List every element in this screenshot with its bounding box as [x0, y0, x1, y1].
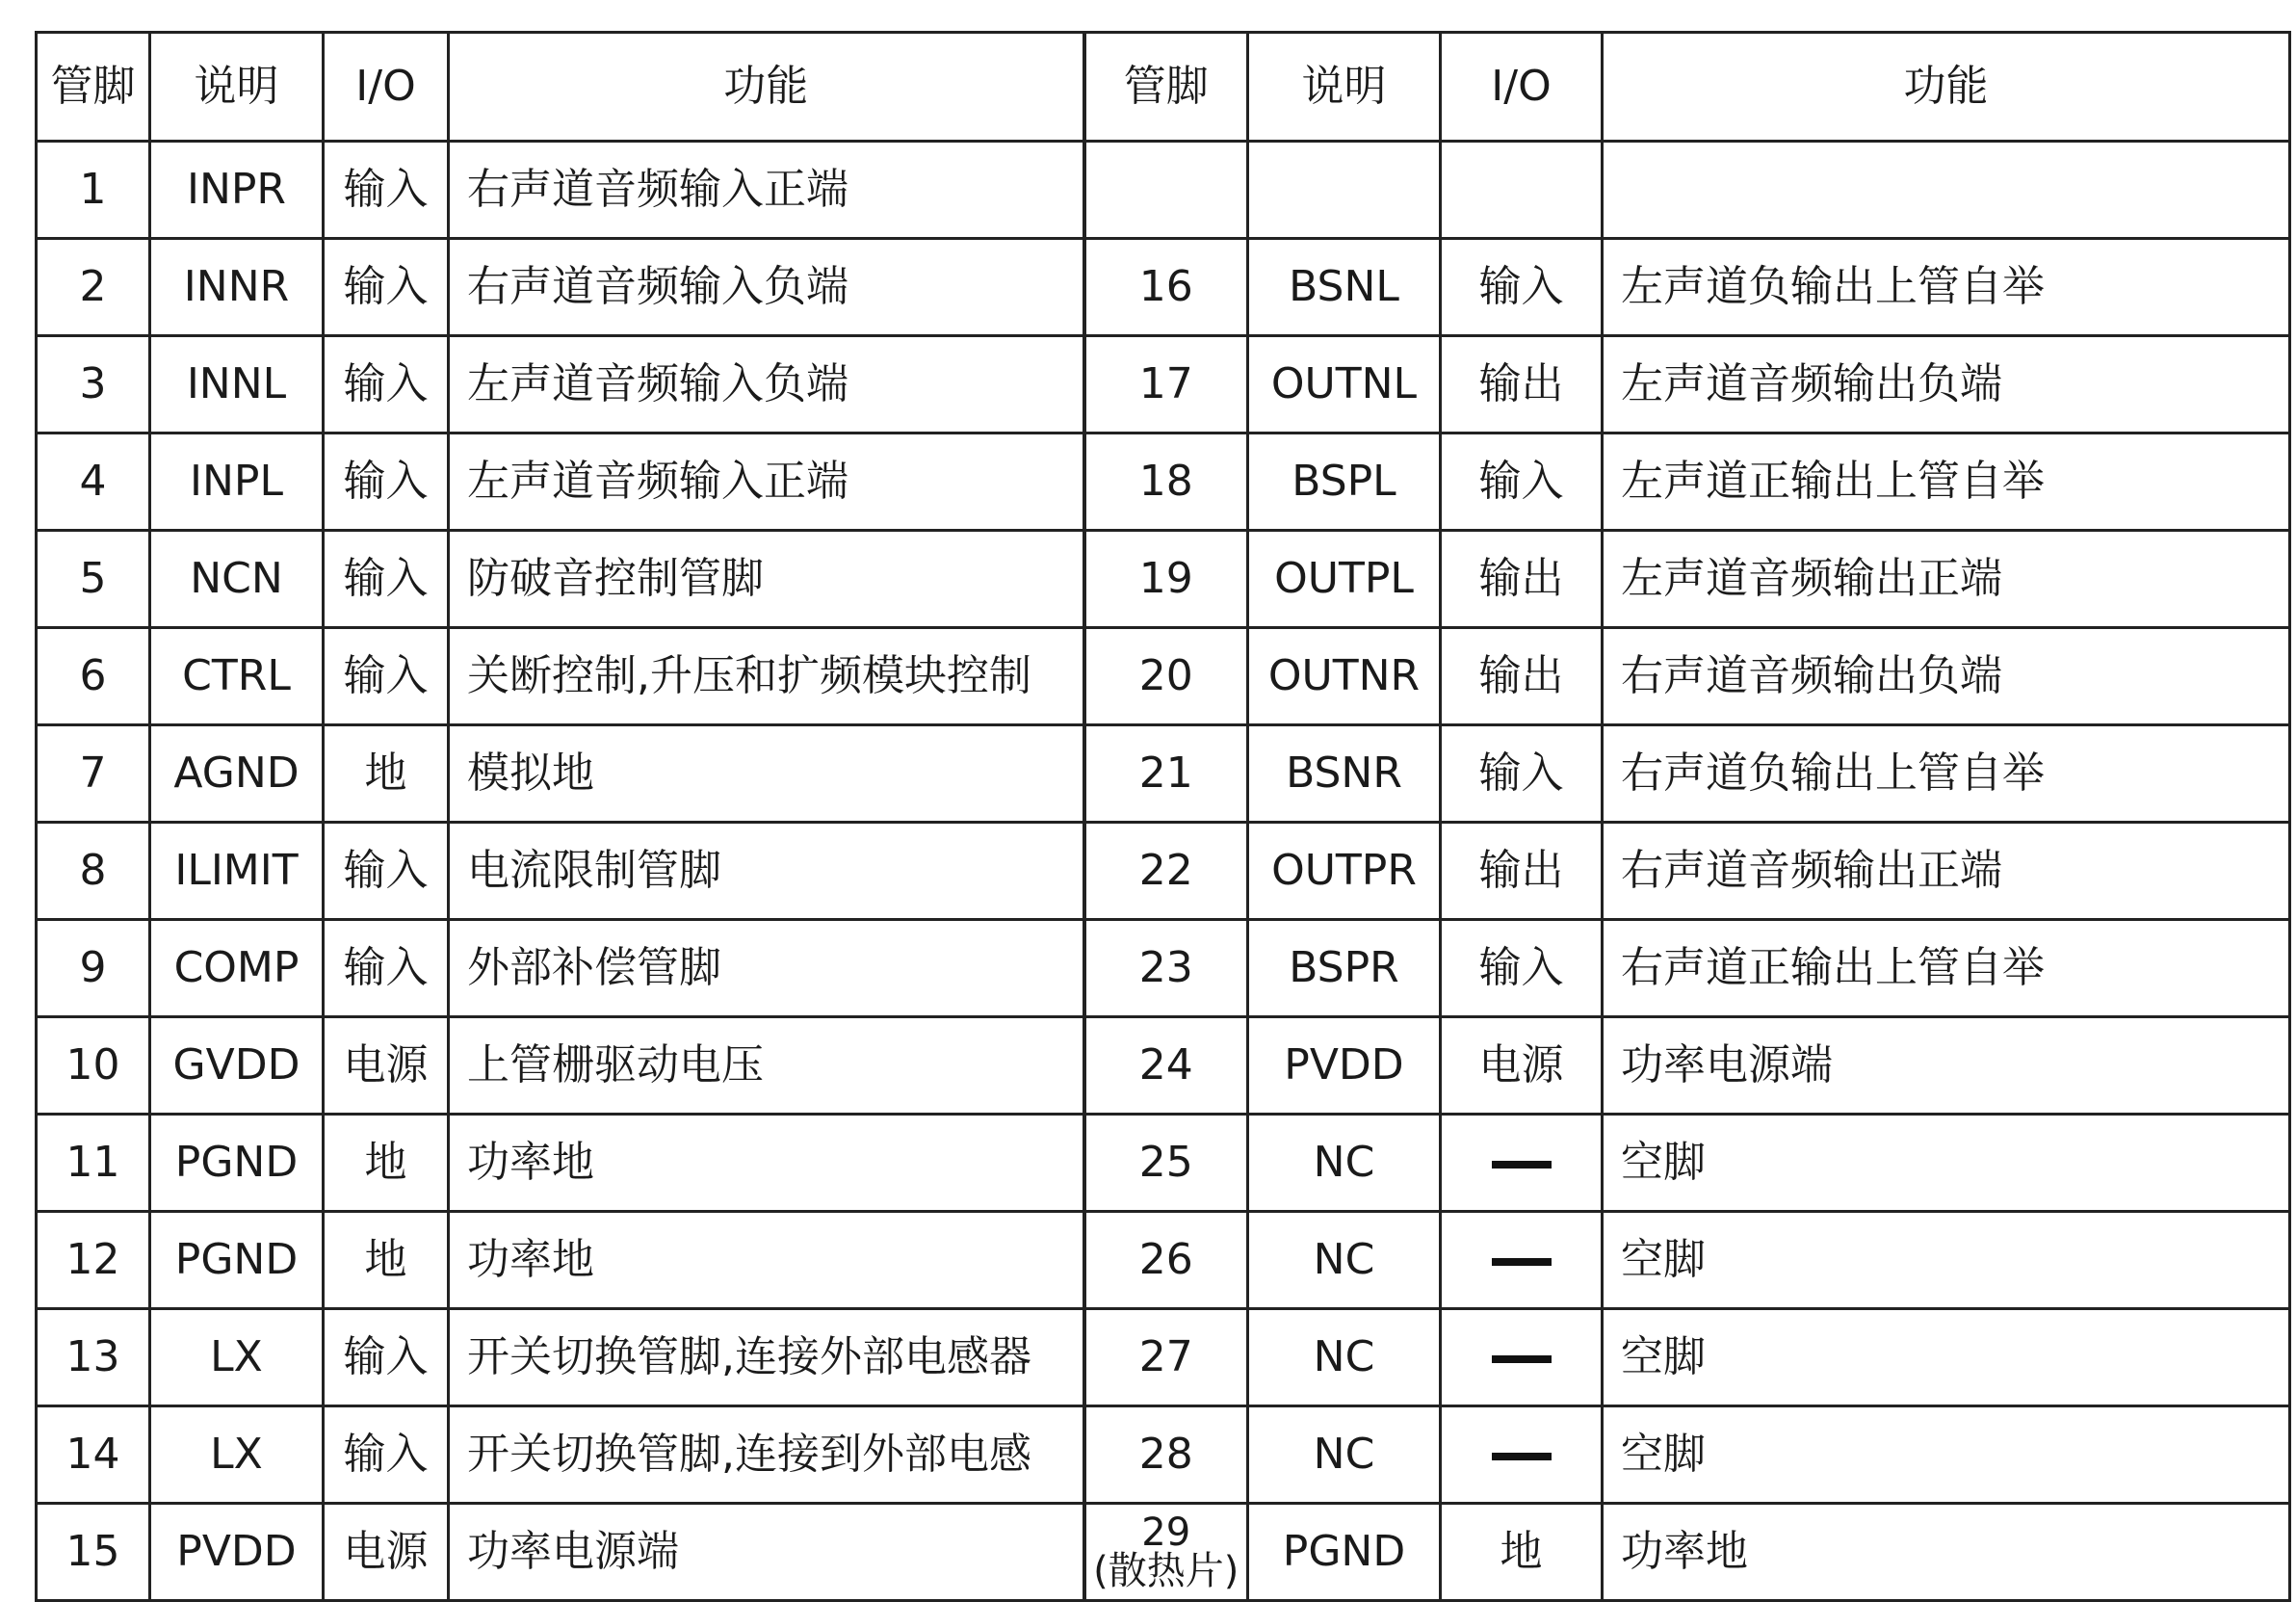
- pin-function-cell: 左声道音频输出正端: [1603, 531, 2290, 628]
- table-row: [37, 725, 2290, 823]
- pin-name-cell: CTRL: [150, 628, 324, 725]
- pin-number-cell: 5: [37, 531, 150, 628]
- pin-name-cell: ILIMIT: [150, 823, 324, 920]
- pin-function-cell: 空脚: [1603, 1406, 2290, 1504]
- pin-io-cell: 输入: [1441, 239, 1603, 336]
- pin-name-cell: OUTNL: [1248, 336, 1441, 433]
- pin-function-cell: 功率地: [449, 1212, 1084, 1309]
- pin-name-cell: PGND: [150, 1115, 324, 1212]
- table-row: [37, 920, 2290, 1017]
- table-row: [37, 531, 2290, 628]
- pin-name-cell: NCN: [150, 531, 324, 628]
- header-io-left: I/O: [324, 33, 449, 142]
- pin-name-cell: OUTPL: [1248, 531, 1441, 628]
- table-row: [37, 1309, 2290, 1406]
- pin-io-cell: 输入: [324, 336, 449, 433]
- pin-description-table: [35, 31, 2291, 1602]
- table-row: [37, 1115, 2290, 1212]
- pin-function-cell: 空脚: [1603, 1212, 2290, 1309]
- pin-function-cell: 功率地: [449, 1115, 1084, 1212]
- pin-io-cell: 输入: [1441, 920, 1603, 1017]
- pin-number-cell: 20: [1084, 628, 1248, 725]
- pin-number-cell: 12: [37, 1212, 150, 1309]
- header-pin-left: 管脚: [37, 33, 150, 142]
- pin-name-cell: PGND: [1248, 1504, 1441, 1601]
- pin-name-cell: PGND: [150, 1212, 324, 1309]
- pin-function-cell: 电流限制管脚: [449, 823, 1084, 920]
- pin-number-cell: 13: [37, 1309, 150, 1406]
- pin-io-cell: [1441, 1212, 1603, 1309]
- pin-name-cell: BSPR: [1248, 920, 1441, 1017]
- pin-number-cell: 26: [1084, 1212, 1248, 1309]
- pin-note: (散热片): [1093, 1549, 1239, 1593]
- dash-mark: [1492, 1258, 1552, 1266]
- pin-function-cell: 开关切换管脚,连接外部电感器: [449, 1309, 1084, 1406]
- pin-number-cell: 2: [37, 239, 150, 336]
- table-row: [37, 1212, 2290, 1309]
- pin-name-cell: INPR: [150, 142, 324, 239]
- pin-io-cell: 电源: [324, 1017, 449, 1115]
- header-row: [37, 33, 2290, 142]
- table-row: [37, 142, 2290, 239]
- pin-io-cell: [1441, 142, 1603, 239]
- table-row: [37, 628, 2290, 725]
- pin-function-cell: 右声道音频输入正端: [449, 142, 1084, 239]
- pin-number-cell: 16: [1084, 239, 1248, 336]
- pin-function-cell: 左声道负输出上管自举: [1603, 239, 2290, 336]
- pin-function-cell: 右声道音频输出负端: [1603, 628, 2290, 725]
- pin-number-cell: 14: [37, 1406, 150, 1504]
- pin-number-cell: 7: [37, 725, 150, 823]
- pin-number-cell: 3: [37, 336, 150, 433]
- pin-number-cell: 17: [1084, 336, 1248, 433]
- pin-function-cell: 功率地: [1603, 1504, 2290, 1601]
- table-row: [37, 1406, 2290, 1504]
- pin-number-cell: 18: [1084, 433, 1248, 531]
- pin-name-cell: BSNR: [1248, 725, 1441, 823]
- pin-io-cell: 地: [324, 1115, 449, 1212]
- pin-name-cell: NC: [1248, 1309, 1441, 1406]
- pin-io-cell: 输出: [1441, 628, 1603, 725]
- pin-function-cell: 模拟地: [449, 725, 1084, 823]
- pin-io-cell: 输出: [1441, 336, 1603, 433]
- pin-number-cell: 15: [37, 1504, 150, 1601]
- header-func-left: 功能: [449, 33, 1084, 142]
- pin-io-cell: 输入: [324, 433, 449, 531]
- pin-name-cell: INNL: [150, 336, 324, 433]
- pin-function-cell: 左声道音频输入正端: [449, 433, 1084, 531]
- pin-number-cell: 22: [1084, 823, 1248, 920]
- pin-name-cell: GVDD: [150, 1017, 324, 1115]
- pin-name-cell: NC: [1248, 1212, 1441, 1309]
- table-row: [37, 1504, 2290, 1601]
- pin-number-cell: 9: [37, 920, 150, 1017]
- table-row: [37, 1017, 2290, 1115]
- pin-io-cell: 电源: [324, 1504, 449, 1601]
- table-row: [37, 239, 2290, 336]
- pin-io-cell: 输入: [324, 823, 449, 920]
- header-io-right: I/O: [1441, 33, 1603, 142]
- header-desc-right: 说明: [1248, 33, 1441, 142]
- pin-rows: [37, 142, 2290, 1601]
- pin-name-cell: NC: [1248, 1115, 1441, 1212]
- pin-function-cell: 功率电源端: [1603, 1017, 2290, 1115]
- pin-io-cell: 输入: [324, 1406, 449, 1504]
- pin-name-cell: OUTNR: [1248, 628, 1441, 725]
- dash-mark: [1492, 1161, 1552, 1169]
- pin-function-cell: 外部补偿管脚: [449, 920, 1084, 1017]
- pin-name-cell: OUTPR: [1248, 823, 1441, 920]
- pin-io-cell: 输入: [324, 239, 449, 336]
- table-row: [37, 336, 2290, 433]
- pin-function-cell: 右声道音频输出正端: [1603, 823, 2290, 920]
- pin-io-cell: 输入: [324, 531, 449, 628]
- pin-io-cell: [1441, 1115, 1603, 1212]
- pin-name-cell: AGND: [150, 725, 324, 823]
- pin-function-cell: 左声道音频输出负端: [1603, 336, 2290, 433]
- pin-io-cell: 地: [324, 725, 449, 823]
- pin-name-cell: BSNL: [1248, 239, 1441, 336]
- pin-name-cell: NC: [1248, 1406, 1441, 1504]
- pin-number-cell: [1084, 1504, 1248, 1601]
- pin-function-cell: 上管栅驱动电压: [449, 1017, 1084, 1115]
- pin-io-cell: 输入: [324, 628, 449, 725]
- pin-io-cell: 输入: [1441, 725, 1603, 823]
- pin-io-cell: 输入: [324, 920, 449, 1017]
- pin-number-cell: 24: [1084, 1017, 1248, 1115]
- pin-name-cell: INPL: [150, 433, 324, 531]
- header-pin-right: 管脚: [1084, 33, 1248, 142]
- pin-name-cell: COMP: [150, 920, 324, 1017]
- pin-function-cell: 防破音控制管脚: [449, 531, 1084, 628]
- pin-name-cell: PVDD: [1248, 1017, 1441, 1115]
- pin-io-cell: 输出: [1441, 531, 1603, 628]
- pin-number-cell: 8: [37, 823, 150, 920]
- pin-name-cell: [1248, 142, 1441, 239]
- pin-number-cell: 6: [37, 628, 150, 725]
- pin-number-cell: 10: [37, 1017, 150, 1115]
- dash-mark: [1492, 1453, 1552, 1460]
- pin-function-cell: 左声道正输出上管自举: [1603, 433, 2290, 531]
- pin-number-cell: 4: [37, 433, 150, 531]
- pin-name-cell: LX: [150, 1406, 324, 1504]
- pin-io-cell: 电源: [1441, 1017, 1603, 1115]
- pin-io-cell: 输入: [324, 142, 449, 239]
- pin-io-cell: [1441, 1406, 1603, 1504]
- pin-number-cell: 25: [1084, 1115, 1248, 1212]
- pin-number-cell: [1084, 142, 1248, 239]
- pin-number-cell: 21: [1084, 725, 1248, 823]
- pin-function-cell: 关断控制,升压和扩频模块控制: [449, 628, 1084, 725]
- header-desc-left: 说明: [150, 33, 324, 142]
- pin-number-cell: 1: [37, 142, 150, 239]
- pin-io-cell: 输入: [1441, 433, 1603, 531]
- table-row: [37, 823, 2290, 920]
- table-row: [37, 433, 2290, 531]
- pin-function-cell: [1603, 142, 2290, 239]
- dash-mark: [1492, 1355, 1552, 1363]
- pin-function-cell: 右声道正输出上管自举: [1603, 920, 2290, 1017]
- pin-name-cell: PVDD: [150, 1504, 324, 1601]
- pin-name-cell: INNR: [150, 239, 324, 336]
- pin-function-cell: 空脚: [1603, 1115, 2290, 1212]
- pin-number-cell: 28: [1084, 1406, 1248, 1504]
- pin-number-cell: 23: [1084, 920, 1248, 1017]
- header-func-right: 功能: [1603, 33, 2290, 142]
- pin-function-cell: 右声道音频输入负端: [449, 239, 1084, 336]
- pin-io-cell: 地: [1441, 1504, 1603, 1601]
- pin-function-cell: 功率电源端: [449, 1504, 1084, 1601]
- pin-number: 29: [1141, 1510, 1191, 1555]
- pin-io-cell: 输入: [324, 1309, 449, 1406]
- pin-function-cell: 右声道负输出上管自举: [1603, 725, 2290, 823]
- pin-function-cell: 开关切换管脚,连接到外部电感: [449, 1406, 1084, 1504]
- pin-function-cell: 空脚: [1603, 1309, 2290, 1406]
- pin-function-cell: 左声道音频输入负端: [449, 336, 1084, 433]
- pin-number-cell: 11: [37, 1115, 150, 1212]
- pin-number-cell: 19: [1084, 531, 1248, 628]
- pin-number-cell: 27: [1084, 1309, 1248, 1406]
- pin-io-cell: 输出: [1441, 823, 1603, 920]
- pin-name-cell: LX: [150, 1309, 324, 1406]
- pin-io-cell: 地: [324, 1212, 449, 1309]
- pin-io-cell: [1441, 1309, 1603, 1406]
- pin-name-cell: BSPL: [1248, 433, 1441, 531]
